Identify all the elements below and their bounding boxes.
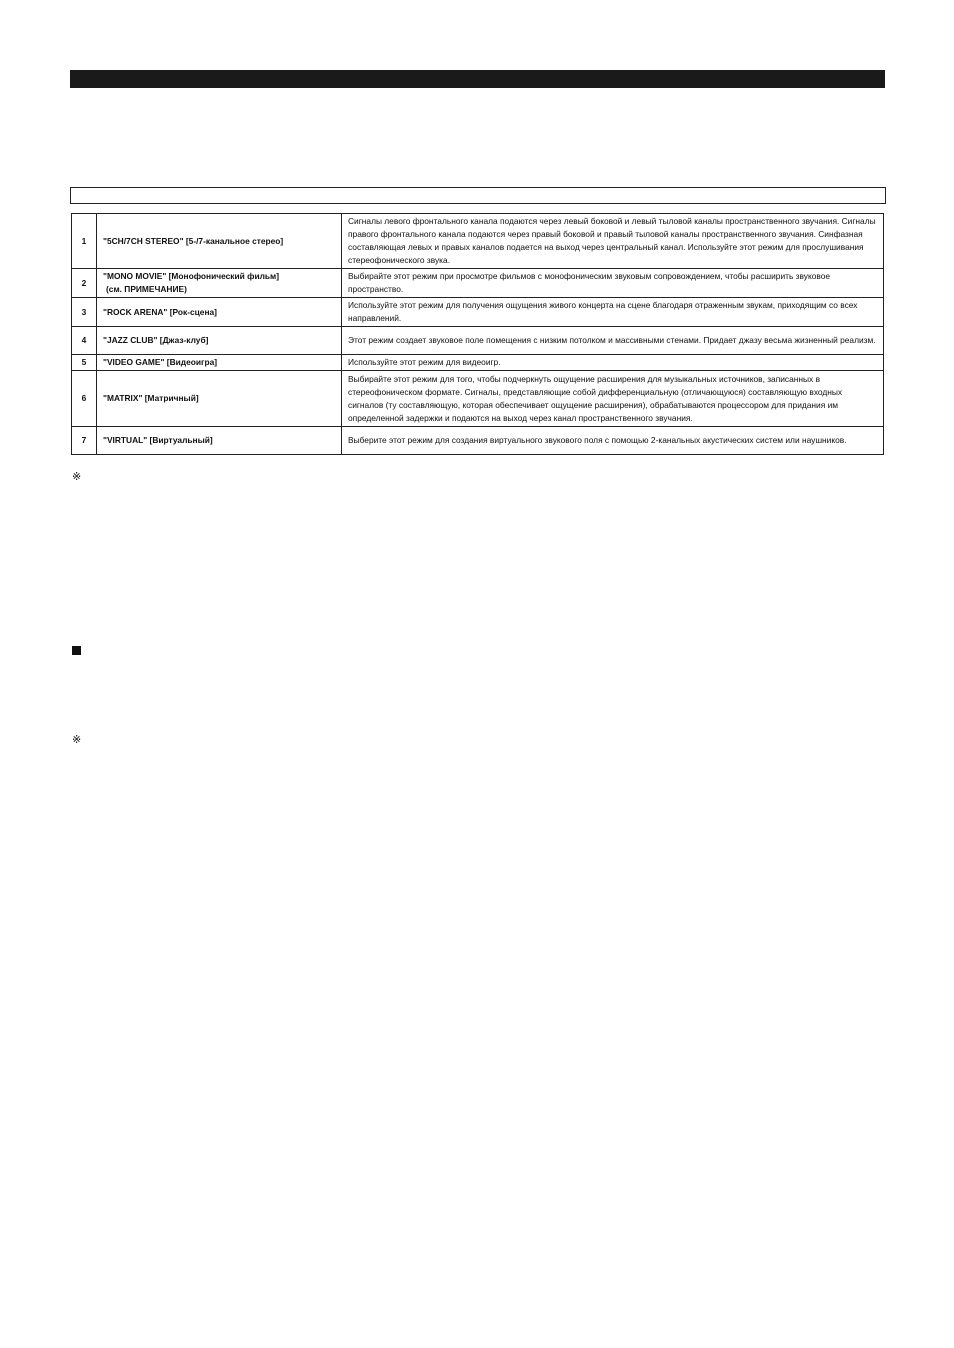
mode-name-line: "ROCK ARENA" [Рок-сцена] bbox=[103, 306, 217, 317]
mode-name bbox=[97, 298, 342, 327]
mode-name bbox=[97, 371, 342, 427]
table-row bbox=[72, 371, 884, 427]
mode-number: 5 bbox=[72, 355, 97, 371]
mode-name bbox=[97, 427, 342, 455]
mode-number: 1 bbox=[72, 214, 97, 269]
mode-number: 3 bbox=[72, 298, 97, 327]
mode-name-line: "VIRTUAL" [Виртуальный] bbox=[103, 435, 213, 445]
mode-description: Используйте этот режим для получения ощущения живого концерта на сцене благодаря отраженным звукам, приходящим со всех направлений. bbox=[342, 298, 884, 327]
table-row bbox=[72, 298, 884, 327]
mode-name bbox=[97, 327, 342, 355]
mode-name bbox=[97, 214, 342, 269]
table-row bbox=[72, 327, 884, 355]
mode-description: Выберите этот режим для создания виртуального звукового поля с помощью 2-канальных акустических систем или наушников. bbox=[342, 427, 884, 455]
mode-description: Выбирайте этот режим для того, чтобы подчеркнуть ощущение расширения для музыкальных источников, записанных в стереофоническом формате. Сигналы, представляющие собой дифференциальную (отличающуюся) составляющую входных сигналов (ту составляющую, которая обеспечивает ощущение расширения), обрабатываются процессором для придания им определенной задержки и подаются на выход через канал пространственного звучания. bbox=[342, 371, 884, 427]
table-row bbox=[72, 214, 884, 269]
mode-description: Выбирайте этот режим при просмотре фильмов с монофоническим звуковым сопровождением, чтобы расширить звуковое пространство. bbox=[342, 269, 884, 298]
mode-number: 7 bbox=[72, 427, 97, 455]
mode-description: Сигналы левого фронтального канала подаются через левый боковой и левый тыловой каналы пространственного звучания. Сигналы правого фронтального канала подаются через правый боковой и правый тыловой каналы пространственного звучания. Синфазная составляющая левых и правых каналов подается на выход через центральный канал. Используйте этот режим для прослушивания стереофонического звука. bbox=[342, 214, 884, 269]
section-header-bar bbox=[70, 70, 885, 88]
mode-name-line: "5CH/7CH STEREO" [5-/7-канальное стерео] bbox=[103, 235, 284, 246]
table-row bbox=[72, 427, 884, 455]
mode-number: 6 bbox=[72, 371, 97, 427]
mode-name-line: "MONO MOVIE" [Монофонический фильм] bbox=[103, 271, 280, 281]
mode-name-line: "MATRIX" [Матричный] bbox=[103, 393, 199, 403]
mode-name bbox=[97, 355, 342, 371]
mode-description: Этот режим создает звуковое поле помещения с низким потолком и массивными стенами. Придает джазу весьма жизненный реализм. bbox=[342, 327, 884, 355]
square-bullet-icon bbox=[72, 646, 81, 655]
mode-number: 4 bbox=[72, 327, 97, 355]
section-caption-box bbox=[70, 187, 886, 204]
mode-name-line: (см. ПРИМЕЧАНИЕ) bbox=[106, 284, 187, 294]
mode-description: Используйте этот режим для видеоигр. bbox=[342, 355, 884, 371]
table-row bbox=[72, 269, 884, 298]
mode-name-line: "VIDEO GAME" [Видеоигра] bbox=[103, 357, 218, 367]
mode-name bbox=[97, 269, 342, 298]
table-row bbox=[72, 355, 884, 371]
modes-table-body bbox=[72, 214, 884, 455]
surround-modes-table bbox=[71, 213, 884, 455]
mode-name-line: "JAZZ CLUB" [Джаз-клуб] bbox=[103, 335, 209, 345]
mode-number: 2 bbox=[72, 269, 97, 298]
note-mark-1: ※ bbox=[72, 471, 82, 483]
note-mark-2: ※ bbox=[72, 734, 82, 746]
